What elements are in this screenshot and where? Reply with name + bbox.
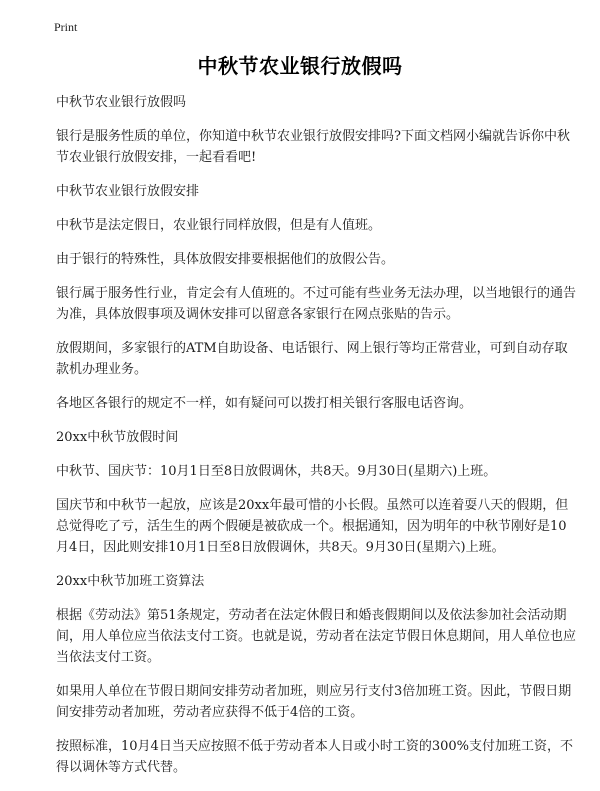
paragraph: 由于银行的特殊性，具体放假安排要根据他们的放假公告。 (56, 252, 395, 267)
document-title: 中秋节农业银行放假吗 (197, 54, 403, 78)
paragraph-intro-heading: 中秋节农业银行放假吗 (56, 95, 187, 110)
paragraph: 国庆节和中秋节一起放，应该是20xx年最可惜的小长假。虽然可以连着耍八天的假期，但总觉得吃了亏，活生生的两个假硬是被砍成一个。根据通知，因为明年的中秋节刚好是10月4日，因此则安排10月1日至8日放假调休，共8天。9月30日(星期六)上班。 (56, 498, 569, 555)
paragraph-intro: 银行是服务性质的单位，你知道中秋节农业银行放假安排吗?下面文档网小编就告诉你中秋节农业银行放假安排，一起看看吧! (56, 129, 570, 165)
paragraph: 银行属于服务性行业，肯定会有人值班的。不过可能有些业务无法办理，以当地银行的通告为准，具体放假事项及调休安排可以留意各家银行在网点张贴的告示。 (56, 286, 577, 322)
paragraph: 中秋节是法定假日，农业银行同样放假，但是有人值班。 (56, 218, 382, 233)
paragraph: 如果用人单位在节假日期间安排劳动者加班，则应另行支付3倍加班工资。因此，节假日期间安排劳动者加班，劳动者应获得不低于4倍的工资。 (56, 684, 572, 720)
document-body (56, 92, 576, 791)
paragraph: 各地区各银行的规定不一样，如有疑问可以拨打相关银行客服电话咨询。 (56, 396, 473, 411)
paragraph-schedule-heading: 中秋节农业银行放假安排 (56, 184, 200, 199)
paragraph-overtime-heading: 20xx中秋节加班工资算法 (56, 574, 205, 589)
paragraph: 放假期间，多家银行的ATM自助设备、电话银行、网上银行等均正常营业，可到自动存取款机办理业务。 (56, 341, 568, 377)
paragraph-holiday-time-heading: 20xx中秋节放假时间 (56, 430, 179, 445)
paragraph: 根据《劳动法》第51条规定，劳动者在法定休假日和婚丧假期间以及依法参加社会活动期间，用人单位应当依法支付工资。也就是说，劳动者在法定节假日休息期间，用人单位也应当依法支付工资。 (56, 608, 577, 665)
print-link[interactable]: Print (54, 20, 78, 34)
paragraph: 中秋节、国庆节：10月1日至8日放假调休，共8天。9月30日(星期六)上班。 (56, 464, 497, 479)
paragraph: 按照标准，10月4日当天应按照不低于劳动者本人日或小时工资的300%支付加班工资，不得以调休等方式代替。 (56, 739, 573, 775)
